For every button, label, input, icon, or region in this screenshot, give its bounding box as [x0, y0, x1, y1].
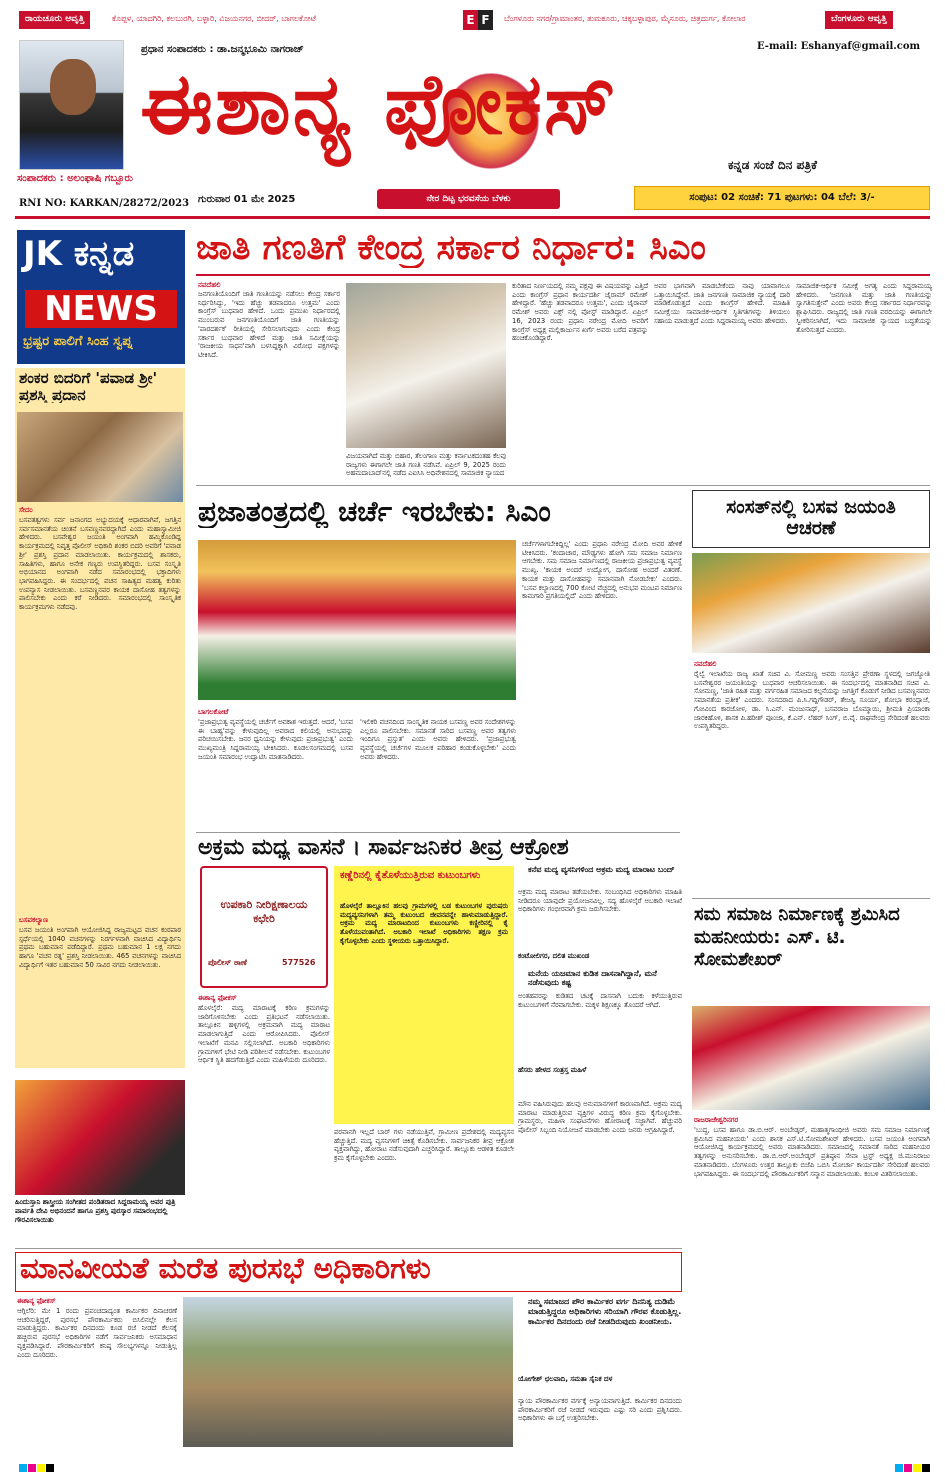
story3-col2: 'ಇಲಿಕರಿ ವಚನದಿಂದ ಸಾಂಸ್ಕೃತಿಕ ನಾಯಕ ಬಸವಣ್ಣ ಅವರ ಸಂದೇಶಗಳನ್ನು ಎಲ್ಲರೂ ಪಾಲಿಸಬೇಕು. ಸಮಾನತೆ ಸಾರಿದ ಬಸವಣ್ಣ ಅವರ ತತ್ವಗಳು ಇಂದಿಗೂ ಪ್ರಸ್ತುತ' ಎಂದು ಅವರು ಹೇಳಿದರು. 'ಪ್ರಜಾಪ್ರಭುತ್ವ ವ್ಯವಸ್ಥೆಯಲ್ಲಿ ಚರ್ಚೆಗಳ ಮೂಲಕ ಪರಿಹಾರ ಕಂಡುಕೊಳ್ಳಬೇಕು' ಎಂದು ಅವರು ಹೇಳಿದರು. [360, 718, 516, 761]
story5-side-body2: ಅಂತಹವರನ್ನು ಕುಡಿತದ ಚಟಕ್ಕೆ ದಾಸನಾಗಿ ಬದುಕು ಕಳೆಯುತ್ತಿರುವ ಕುಟುಂಬಗಳಿಗೆ ನೆರವಾಗಬೇಕು. ಮಕ್ಕಳ ಶಿಕ್ಷಣಕ್ಕೂ ತೊಂದರೆ ಆಗಿದೆ. [518, 992, 682, 1009]
story5-side-author2: ಹೆಸರು ಹೇಳದ ಸಂತ್ರಸ್ತ ಮಹಿಳೆ [518, 1066, 587, 1074]
excise-sign-text: ಉಪಕಾರಿ ನೀರಿಕ್ಷಣಾಲಯ ಕಛೇರಿ [220, 898, 308, 925]
story2-body: ಬಸವತತ್ವಗಳು ಸರ್ವ ಜನಾಂಗದ ಅಭ್ಯುದಯಕ್ಕೆ ಆಧಾರವಾಗಿವೆ, ಜಗತ್ತಿನ ಸರ್ವಸಮಾನತೆಯ ಚಿಂತನೆ ಬಸವಣ್ಣನವರದ್ದಾಗಿದೆ ಎಂದು ಮಹಾಸ್ವಾಮೀಜಿ ಹೇಳಿದರು. ಬಸವೇಶ್ವರ ಜಯಂತಿ ಅಂಗವಾಗಿ ಹಮ್ಮಿಕೊಂಡಿದ್ದ ಕಾರ್ಯಕ್ರಮದಲ್ಲಿ ನಿವೃತ್ತ ಪೊಲೀಸ್ ಅಧಿಕಾರಿ ಶಂಕರ ಬಿದರಿ ಅವರಿಗೆ 'ಪವಾಡ ಶ್ರೀ' ಪ್ರಶಸ್ತಿ ಪ್ರದಾನ ಮಾಡಲಾಯಿತು. ಕಾರ್ಯಕ್ರಮದಲ್ಲಿ ಶಾಸಕರು, ಸಾಹಿತಿಗಳು, ಹಾಗೂ ಅನೇಕ ಗಣ್ಯರು ಉಪಸ್ಥಿತರಿದ್ದರು. ಬಸವ ಸಂಸ್ಕೃತಿ ಅಭಿಯಾನದ ಅಂಗವಾಗಿ ನಡೆದ ಸಮಾರಂಭದಲ್ಲಿ ಭಕ್ತಾದಿಗಳು ಭಾಗವಹಿಸಿದ್ದರು. ಈ ಸಂದರ್ಭದಲ್ಲಿ ವಚನ ಸಾಹಿತ್ಯದ ಮಹತ್ವ ಕುರಿತು ಉಪನ್ಯಾಸ ನೀಡಲಾಯಿತು. ಬಸವಣ್ಣನವರ ಕಾಯಕ ದಾಸೋಹ ತತ್ವಗಳನ್ನು ಪಾಲಿಸಬೇಕು ಎಂದು ಕರೆ ನೀಡಿದರು. ಸಮಾರಂಭದಲ್ಲಿ ಸಾಂಸ್ಕೃತಿಕ ಕಾರ್ಯಕ್ರಮಗಳು ನಡೆದವು. [19, 516, 181, 612]
story7-kicker: ಈಶಾನ್ಯ ಫೋಕಸ್ [17, 1297, 56, 1305]
story3-headline: ಪ್ರಜಾತಂತ್ರದಲ್ಲಿ ಚರ್ಚೆ ಇರಬೇಕು: ಸಿಎಂ [198, 497, 551, 528]
story6-headline: ಸಮ ಸಮಾಜ ನಿರ್ಮಾಣಕ್ಕೆ ಶ್ರಮಿಸಿದ ಮಹನೀಯರು: ಎಸ್. ಟಿ. ಸೋಮಶೇಖರ್ [694, 904, 900, 970]
story6-body: 'ಬುದ್ಧ, ಬಸವ ಹಾಗೂ ಡಾ.ಬಿ.ಆರ್. ಅಂಬೇಡ್ಕರ್, ಮಹಾತ್ಮಗಾಂಧೀಜಿ ಅವರು ಸಮ ಸಮಾಜ ನಿರ್ಮಾಣಕ್ಕೆ ಶ್ರಮಿಸಿದ ಮಹನೀಯರು' ಎಂದು ಶಾಸಕ ಎಸ್.ಟಿ.ಸೋಮಶೇಖರ್ ಹೇಳಿದರು. ಬಸವ ಜಯಂತಿ ಅಂಗವಾಗಿ ಆಯೋಜಿಸಿದ್ದ ಕಾರ್ಯಕ್ರಮದಲ್ಲಿ ಅವರು ಮಾತನಾಡಿದರು. ಸಮಾಜದಲ್ಲಿ ಸಮಾನತೆ ಸಾರಿದ ಮಹನೀಯರ ತತ್ವಗಳನ್ನು ಅನುಸರಿಸಬೇಕು. ಡಾ.ಬಿ.ಆರ್.ಅಂಬೇಡ್ಕರ್ ಪ್ರತಿಷ್ಠಾನ ಸೇವಾ ಟ್ರಸ್ಟ್ ಅಧ್ಯಕ್ಷ ಜಿ.ಮುನಿರಾಜು ಮಾತನಾಡಿದರು. ಬೆಂಗಳೂರು ಉತ್ತರ ತಾಲ್ಲೂಕು ಬಿಜೆಪಿ ಒಬಿಸಿ ಮೋರ್ಚಾ ಕಾರ್ಯದರ್ಶಿ ಸೇರಿದಂತೆ ಹಲವರು ಭಾಗವಹಿಸಿದ್ದರು. ಈ ಸಂದರ್ಭದಲ್ಲಿ ಪೌರಕಾರ್ಮಿಕರಿಗೆ ಸನ್ಮಾನ ಮಾಡಲಾಯಿತು. ಕಂಬಳಿ ವಿತರಿಸಲಾಯಿತು. [694, 1126, 930, 1178]
story2-kicker2: ಬಸವಕಲ್ಯಾಣ [19, 916, 49, 924]
story7-quote-author: ಯೋಗೇಶ್ ಛಲವಾದಿ, ಸಮತಾ ಸೈನಿಕ ದಳ [518, 1375, 613, 1383]
story7-body: ಆಗ್ಗಿಲೆರಿ: ಮೇ 1 ರಂದು ಪ್ರಪಂಚದಾದ್ಯಂತ ಕಾರ್ಮಿಕರ ದಿನಾಚರಣೆ ಆಚರಿಸುತ್ತಿದ್ದರೆ, ಪುರಸಭೆ ಪೌರಕಾರ್ಮಿಕರು ಬಿಸಿಲಿನಲ್ಲೇ ಕೆಲಸ ಮಾಡುತ್ತಿದ್ದರು. ಕಾರ್ಮಿಕರ ದಿನದಂದು ಕೂಡ ರಜೆ ನೀಡದೆ ಕೆಲಸಕ್ಕೆ ಹಚ್ಚಿರುವ ಪುರಸಭೆ ಅಧಿಕಾರಿಗಳ ನಡೆಗೆ ಸಾರ್ವಜನಿಕರು ಅಸಮಾಧಾನ ವ್ಯಕ್ತಪಡಿಸಿದ್ದಾರೆ. ಪೌರಕಾರ್ಮಿಕರಿಗೆ ಕನಿಷ್ಠ ಸೌಲಭ್ಯಗಳನ್ನೂ ನೀಡುತ್ತಿಲ್ಲ ಎಂದು ದೂರಿದರು. [17, 1307, 177, 1359]
story5-bottom: ಮೌನ ವಹಿಸಿರುವುದು ಹಲವು ಅನುಮಾನಗಳಿಗೆ ಕಾರಣವಾಗಿದೆ. ಅಕ್ರಮ ಮದ್ಯ ಮಾರಾಟ ಮಾಡುತ್ತಿರುವ ವ್ಯಕ್ತಿಗಳ ವಿರುದ್ಧ ಕಠಿಣ ಕ್ರಮ ಕೈಗೊಳ್ಳಬೇಕು. ಗ್ರಾಮಸ್ಥರು, ಮಹಿಳಾ ಸಂಘಟನೆಗಳು ಹೋರಾಟಕ್ಕೆ ಸಜ್ಜಾಗಿವೆ. ಹೆಚ್ಚುವರಿ ಪೊಲೀಸ್ ಸಿಬ್ಬಂದಿ ನಿಯೋಜನೆ ಮಾಡಬೇಕು ಎಂದು ಜನರು ಆಗ್ರಹಿಸಿದ್ದಾರೆ. [518, 1100, 682, 1135]
story1-col5: ಸಾಮಾಜಿಕ-ಆರ್ಥಿಕ ಸಮೀಕ್ಷೆ ಅಗತ್ಯ ಎಂದು ಸಿದ್ದರಾಮಯ್ಯ ಹೇಳಿದರು. 'ಜನಗಣತಿ ಮತ್ತು ಜಾತಿ ಗಣತಿಯನ್ನು ಸ್ವಾಗತಿಸುತ್ತೇನೆ' ಎಂದು ಅವರು ಕೇಂದ್ರ ಸರ್ಕಾರದ ನಿರ್ಧಾರವನ್ನು ಶ್ಲಾಘಿಸಿದರು. ರಾಜ್ಯದಲ್ಲಿ ಜಾತಿ ಗಣತಿ ವರದಿಯನ್ನು ಈಗಾಗಲೇ ಸ್ವೀಕರಿಸಲಾಗಿದೆ, ಇದು ಸಾಮಾಜಿಕ ನ್ಯಾಯದ ಬದ್ಧತೆಯನ್ನು ತೋರಿಸುತ್ತದೆ ಎಂದರು. [796, 282, 932, 334]
story4-box [692, 490, 930, 548]
cmyk-marks-right [895, 1464, 930, 1472]
slogan-badge: ನೇರ ದಿಟ್ಟ ಭರವಸೆಯ ಬೆಳಕು [377, 189, 560, 209]
edition-left: ರಾಯಚೂರು ಆವೃತ್ತಿ [19, 11, 90, 29]
story1-col4: ಅವರ ಭಾಗವಾಗಿ ಮಾಡಬೇಕೆಂದು ನಾವು ಯಾವಾಗಲೂ ಒತ್ತಾಯಿಸಿದ್ದೇವೆ. ಜಾತಿ ಜನಗಣತಿ ಸಾಮಾಜಿಕ ನ್ಯಾಯಕ್ಕೆ ದಾರಿ ಮಾಡಿಕೊಡುತ್ತದೆ ಎಂದು ಕಾಂಗ್ರೆಸ್ ಹೇಳಿದೆ. ಮಾಹಿತಿ ಸಮೀಕ್ಷೆಯು ಸಾಮಾಜಿಕ-ಆರ್ಥಿಕ ಸ್ಥಿತಿಗತಿಗಳನ್ನು ತಿಳಿಯಲು ಸಹಾಯ ಮಾಡುತ್ತದೆ ಎಂದು ಸಿದ್ದರಾಮಯ್ಯ ಅವರು ಹೇಳಿದರು. [654, 282, 790, 325]
story3-photo [198, 540, 516, 700]
story5-headline: ಅಕ್ರಮ ಮಧ್ಯ ವಾಸನೆ । ಸಾರ್ವಜನಿಕರ ತೀವ್ರ ಆಕ್ರೋಶ [198, 836, 569, 860]
email-address: E-mail: Eshanyaf@gmail.com [757, 41, 921, 52]
story3-kicker: ಬಾಗಲಕೋಟೆ [198, 708, 229, 716]
masthead-rule [15, 216, 930, 219]
excise-sign-code: 577526 [282, 958, 316, 967]
story6-kicker: ರಾಜರಾಜೇಶ್ವರಿನಗರ [694, 1116, 739, 1124]
divider-3 [692, 898, 930, 899]
ef-logo-f: F [478, 10, 493, 30]
jk-news-ad [17, 230, 185, 364]
story1-col3: ಕುರಿತಾದ ನಿರ್ಣಯದಲ್ಲಿ ನಮ್ಮ ಪಕ್ಷವು ಈ ವಿಷಯವನ್ನು ಎತ್ತಿದೆ ಎಂದು ಕಾಂಗ್ರೆಸ್ ಪ್ರಧಾನ ಕಾರ್ಯದರ್ಶಿ ಜೈರಾಮ್ ರಮೇಶ್ ಹೇಳಿದ್ದಾರೆ. 'ಹೆಚ್ಚು ತಡವಾದರೂ ಉತ್ತಮ', ಎಂದು ಜೈರಾಮ್ ರಮೇಶ್ ಅವರು ಎಕ್ಸ್ ನಲ್ಲಿ ಪೋಸ್ಟ್ ಮಾಡಿದ್ದಾರೆ. ಏಪ್ರಿಲ್ 16, 2023 ರಂದು ಪ್ರಧಾನಿ ನರೇಂದ್ರ ಮೋದಿ ಅವರಿಗೆ ಕಾಂಗ್ರೆಸ್ ಅಧ್ಯಕ್ಷ ಮಲ್ಲಿಕಾರ್ಜುನ ಖರ್ಗೆ ಅವರು ಬರೆದ ಪತ್ರವನ್ನು ಹಂಚಿಕೊಂಡಿದ್ದಾರೆ. [512, 282, 648, 343]
story5-sidebar [518, 866, 682, 1096]
story4-photo [692, 553, 930, 653]
divider-1 [196, 485, 930, 486]
story2-kicker: ಸೇದಂ [19, 506, 33, 514]
story5-side-body: ಅಕ್ರಮ ಮದ್ಯ ಮಾರಾಟ ತಡೆಯಬೇಕು. ಸಂಬಂಧಿಸಿದ ಅಧಿಕಾರಿಗಳು ಮಾಹಿತಿ ನೀಡಿದರೂ ಯಾವುದೇ ಪ್ರಯೋಜನವಿಲ್ಲ. ಸದ್ಯ ಹೊಳಲ್ಕೆರೆ ಅಬಕಾರಿ ಇಲಾಖೆ ಅಧಿಕಾರಿಗಳು ಗಂಭೀರವಾಗಿ ಕ್ರಮ ಜರುಗಿಸಬೇಕು. [518, 888, 682, 914]
singer-photo [15, 1080, 185, 1195]
sidebar-story [15, 368, 185, 1068]
cmyk-marks-left [19, 1464, 54, 1472]
story7-quote-title: ನಮ್ಮ ಸಮಾಜದ ಪೌರ ಕಾರ್ಮಿಕರ ವರ್ಗ ದಿನನಿತ್ಯ ದುಡಿಮೆ ಮಾಡುತ್ತಿದ್ದರೂ ಅಧಿಕಾರಿಗಳು ಸರಿಯಾಗಿ ಗೌರವ ಕೊಡುತ್ತಿಲ್ಲ. ಕಾರ್ಮಿಕರ ದಿನದಂದು ರಜೆ ನೀಡದಿರುವುದು ಖಂಡನೀಯ. [528, 1297, 682, 1326]
story1-col1: ಜನಗಣತಿಯೊಂದಿಗೆ ಜಾತಿ ಗಣತಿಯನ್ನು ನಡೆಸಲು ಕೇಂದ್ರ ಸರ್ಕಾರ ನಿರ್ಧರಿಸಿದ್ದು, 'ಇದು ಹೆಚ್ಚು ತಡವಾದರೂ ಉತ್ತಮ' ಎಂದು ಕಾಂಗ್ರೆಸ್ ಬುಧವಾರ ಹೇಳಿದೆ. ಒಂದು ಪ್ರಮುಖ ನಿರ್ಧಾರದಲ್ಲಿ ಮುಂಬರುವ ಜನಗಣತಿಯೊಂದಿಗೆ ಜಾತಿ ಗಣತಿಯನ್ನು 'ಪಾರದರ್ಶಕ' ರೀತಿಯಲ್ಲಿ ಸೇರಿಸಲಾಗುವುದು ಎಂದು ಕೇಂದ್ರ ಸರ್ಕಾರ ಬುಧವಾರ ಹೇಳಿದೆ ಮತ್ತು ಜಾತಿ ಸಮೀಕ್ಷೆಯನ್ನು 'ರಾಜಕೀಯ ಸಾಧನ'ವಾಗಿ ಬಳಸಿದ್ದಕ್ಕಾಗಿ ವಿರೋಧ ಪಕ್ಷಗಳನ್ನು ಟೀಕಿಸಿದೆ. [198, 290, 340, 359]
story5-quote-title: ಕಣ್ಣೆರಿನಲ್ಲಿ ಕೈತೊಳೆಯುತ್ತಿರುವ ಕುಟುಂಬಗಳು [340, 870, 481, 881]
top-bar [0, 0, 945, 30]
story7-headline: ಮಾನವೀಯತೆ ಮರೆತ ಪುರಸಭೆ ಅಧಿಕಾರಿಗಳು [15, 1252, 682, 1292]
story5-kicker: ಈಶಾನ್ಯ ಫೋಕಸ್ [198, 994, 237, 1002]
divider-2 [196, 832, 680, 833]
issue-date: ಗುರುವಾರ 01 ಮೇ 2025 [198, 194, 296, 205]
story5-quote-box [334, 866, 514, 1124]
story5-side-author: ಕಂಟೋಲಿಗರ, ದಲಿತ ಮುಖಂಡ [518, 952, 590, 960]
masthead-title: ಈಶಾನ್ಯ ಫೋಕಸ್ [140, 55, 618, 153]
story7-photo [183, 1297, 513, 1447]
story1-rule [196, 274, 930, 276]
volume-info: ಸಂಪುಟ: 02 ಸಂಚಿಕೆ: 71 ಪುಟಗಳು: 04 ಬೆಲೆ: 3/- [634, 186, 930, 210]
story4-body: ರೈಲ್ವೆ ಇಲಾಖೆಯ ರಾಜ್ಯ ಖಾತೆ ಸಚಿವ ವಿ. ಸೋಮಣ್ಣ ಅವರು ಸಂಸತ್ತಿನ ಪ್ರೇರಣಾ ಸ್ಥಳದಲ್ಲಿ ಜಗಜ್ಯೋತಿ ಬಸವೇಶ್ವರರ ಜಯಂತಿಯನ್ನು ಬುಧವಾರ ಆಚರಿಸಲಾಯಿತು. ಈ ಸಂದರ್ಭದಲ್ಲಿ ಮಾತನಾಡಿದ ಸಚಿವ ವಿ. ಸೋಮಣ್ಣ, 'ಜಾತಿ ರಹಿತ ಮತ್ತು ವರ್ಗರಹಿತ ಸಮಾಜದ ಕಲ್ಪನೆಯನ್ನು ಜಗತ್ತಿಗೆ ಕೊಡುಗೆ ನೀಡಿದ ಬಸವಣ್ಣನವರು ಸಮಾನತೆಯ ಪ್ರತೀಕ' ಎಂದರು. ಸಂಸದರಾದ ಪಿ.ಸಿ.ಗದ್ದಿಗೌಡರ್, ತೇಜಸ್ವಿ ಸೂರ್ಯ, ಶೋಭಾ ಕರಂದ್ಲಾಜೆ, ಗೋವಿಂದ ಕಾರಜೋಳ, ಡಾ. ಸಿ.ಎನ್. ಮಂಜುನಾಥ್, ಬಸವರಾಜ ಬೊಮ್ಮಾಯಿ, ಶ್ರೀಮತಿ ಪ್ರಿಯಾಂಕಾ ಜಾರಕಿಹೊಳಿ, ಶಾಸಕ ಪಿ.ಹರೀಶ್ ಪೂಂಜಾ, ಕೆ.ಎನ್. ಲೆಹರ್ ಸಿಂಗ್, ಬಿ.ವೈ. ರಾಘವೇಂದ್ರ ಸೇರಿದಂತೆ ಹಲವರು ಉಪಸ್ಥಿತರಿದ್ದರು. [694, 670, 930, 731]
story1-headline: ಜಾತಿ ಗಣತಿಗೆ ಕೇಂದ್ರ ಸರ್ಕಾರ ನಿರ್ಧಾರ: ಸಿಎಂ [196, 229, 706, 268]
story1-photo [346, 283, 506, 448]
excise-sign-sub: ಪೊಲೀಸ್ ಠಾಣೆ [208, 958, 247, 967]
story5-col1: ಹೊಳಲ್ಕೆರೆ: ಮದ್ಯ ಮಾರಾಟಕ್ಕೆ ಕಠಿಣ ಕ್ರಮಗಳನ್ನು ಜಾರಿಗೊಳಿಸಬೇಕು ಎಂದು ಪ್ರತಿಭಟನೆ ನಡೆಸಲಾಯಿತು. ತಾಲ್ಲೂಕಿನ ಹಳ್ಳಿಗಳಲ್ಲಿ ಅಕ್ರಮವಾಗಿ ಮದ್ಯ ಮಾರಾಟ ಮಾಡಲಾಗುತ್ತಿದೆ ಎಂದು ಆರೋಪಿಸಿದರು. ಪೊಲೀಸ್ ಇಲಾಖೆಗೆ ಮನವಿ ಸಲ್ಲಿಸಲಾಗಿದೆ. ಅಬಕಾರಿ ಅಧಿಕಾರಿಗಳು ಗ್ರಾಮಗಳಿಗೆ ಭೇಟಿ ನೀಡಿ ಪರಿಶೀಲನೆ ನಡೆಸಬೇಕು. ಕುಟುಂಬಗಳ ಆರ್ಥಿಕ ಸ್ಥಿತಿ ಹದಗೆಡುತ್ತಿದೆ ಎಂದು ಮಹಿಳೆಯರು ದೂರಿದರು. [198, 1004, 330, 1065]
regions-left: ಕೊಪ್ಪಳ, ಯಾದಗಿರಿ, ಕಲಬುರಗಿ, ಬಳ್ಳಾರಿ, ವಿಜಯನಗರ, ಬೀದರ್, ಬಾಗಲಕೋಟೆ [112, 14, 316, 23]
story1-col2: ವಿಜಯವಾಗಿದೆ ಮತ್ತು ಬಿಹಾರ, ತೆಲಂಗಾಣ ಮತ್ತು ಕರ್ನಾಟಕದಂತಹ ಕೆಲವು ರಾಜ್ಯಗಳು ಈಗಾಗಲೇ ಜಾತಿ ಗಣತಿ ನಡೆಸಿವೆ. ಏಪ್ರಿಲ್ 9, 2025 ರಂದು ಅಹಮದಾಬಾದ್‌ನಲ್ಲಿ ನಡೆದ ಎಐಸಿಸಿ ಅಧಿವೇಶನದಲ್ಲಿ ಸಾಮಾಜಿಕ ನ್ಯಾಯದ [346, 452, 506, 478]
edition-right: ಬೆಂಗಳೂರು ಆವೃತ್ತಿ [825, 11, 893, 29]
story6-photo [692, 1006, 930, 1110]
jk-line2: NEWS [25, 290, 177, 328]
chief-editor: ಪ್ರಧಾನ ಸಂಪಾದಕರು : ಡಾ.ಜನ್ಮಭೂಮಿ ನಾಗರಾಜ್ [141, 44, 304, 55]
story5-col2: ಪರವಾನಗಿ ಇಲ್ಲದೆ ಬಾರ್ ಗಳು ನಡೆಯುತ್ತಿವೆ, ಗ್ರಾಮೀಣ ಪ್ರದೇಶದಲ್ಲಿ ಮದ್ಯವ್ಯಸನ ಹೆಚ್ಚುತ್ತಿದೆ. ಮದ್ಯ ವ್ಯಸನಿಗಳಿಗೆ ಚಿಕಿತ್ಸೆ ಕೊಡಿಸಬೇಕು. ಸಾರ್ವಜನಿಕರ ತೀವ್ರ ಆಕ್ರೋಶ ವ್ಯಕ್ತವಾಗಿದ್ದು, ಹೋರಾಟ ನಡೆಸುವುದಾಗಿ ಎಚ್ಚರಿಸಿದ್ದಾರೆ. ತಾಲ್ಲೂಕು ಆಡಳಿತ ಕೂಡಲೇ ಕ್ರಮ ಕೈಗೊಳ್ಳಬೇಕು ಎಂದರು. [334, 1128, 514, 1163]
story5-side-title2: ಮನೆಯ ಯಜಮಾನ ಕುಡಿತ ದಾಸನಾಗಿದ್ದಾನೆ, ಮನೆ ನಡೆಸುವುದು ಕಷ್ಟ [528, 970, 657, 987]
story2-headline: ಶಂಕರ ಬಿದರಿಗೆ 'ಪವಾಡ ಶ್ರೀ' ಪ್ರಶಸ್ತಿ ಪ್ರದಾನ [19, 370, 158, 403]
story3-col1: 'ಪ್ರಜಾಪ್ರಭುತ್ವ ವ್ಯವಸ್ಥೆಯಲ್ಲಿ ಚರ್ಚೆಗೆ ಅವಕಾಶ ಇರುತ್ತದೆ. ಆದರೆ, 'ಬಸವ ಈ ಬಾಹ್ಯ'ವನ್ನು ಕೇಳುವುದಿಲ್ಲ ಅವರಾದ ಕಲಿಯಲ್ಲಿ ಅನುಭವನ್ನು ಪರಿಚಯಿಸಬೇಕು. ಜನರ ಧ್ವನಿಯನ್ನು ಕೇಳುವುದು ಪ್ರಜಾಪ್ರಭುತ್ವ' ಎಂದು ಮುಖ್ಯಮಂತ್ರಿ ಸಿದ್ದರಾಮಯ್ಯ ಟೀಕಿಸಿದರು. ಕೂಡಲಸಂಗಮದಲ್ಲಿ ಬಸವ ಜಯಂತಿ ಸಮಾರಂಭ ಉದ್ಘಾಟಿಸಿ ಮಾತನಾಡಿದರು. [198, 718, 353, 761]
story4-kicker: ನವದೆಹಲಿ [694, 660, 717, 668]
divider-4 [15, 1248, 682, 1249]
story4-headline: ಸಂಸತ್‌ನಲ್ಲಿ ಬಸವ ಜಯಂತಿ ಆಚರಣೆ [726, 497, 896, 539]
singer-caption: ಹಿಂದುಸ್ತಾನಿ ಶಾಸ್ತ್ರೀಯ ಸಂಗೀತದ ಪಂಡಿತರಾದ ಸಿದ್ದರಾಮಯ್ಯ ಅವರ ಪುತ್ರಿ ಪಾರ್ವತಿ ದೇವಿ ಅಭಿನಂದನೆ ಹಾಗೂ ಪ್ರಶಸ್ತಿ ಪುರಸ್ಕಾರ ಸಮಾರಂಭದಲ್ಲಿ ಗೌರವಿಸಲಾಯಿತು [15, 1198, 176, 1224]
story7-quote [518, 1297, 682, 1447]
story1-kicker: ನವದೆಹಲಿ [198, 281, 221, 289]
ef-logo [463, 10, 493, 30]
excise-sign [200, 866, 328, 988]
story7-right: ನ್ಯಾಯ ಪೌರಕಾರ್ಮಿಕರ ವರ್ಗಕ್ಕೆ ಅನ್ಯಾಯವಾಗುತ್ತಿದೆ. ಕಾರ್ಮಿಕರ ದಿನದಂದು ಪೌರಕಾರ್ಮಿಕರಿಗೆ ರಜೆ ನೀಡದೆ ಇರುವುದು ಎಷ್ಟು ಸರಿ ಎಂದು ಪ್ರಶ್ನಿಸಿದರು. ಅಧಿಕಾರಿಗಳು ಈ ಬಗ್ಗೆ ಉತ್ತರಿಸಬೇಕು. [518, 1397, 682, 1423]
jk-line1: JK ಕನ್ನಡ [23, 234, 135, 274]
rni-number: RNI NO: KARKAN/28272/2023 [19, 198, 190, 209]
story5-side-title: ಕನೆವ ಮದ್ಯ ವ್ಯಸನಿಗಳಿಂದ ಅಕ್ರಮ ಮದ್ಯ ಮಾರಾಟ ಬಂದ್ [528, 866, 675, 874]
story3-col3: ಚರ್ಚೆಗಳಾಗಬೇಕಿದ್ದಿಲ್ಲ' ಎಂದು ಪ್ರಧಾನಿ ನರೇಂದ್ರ ಮೋದಿ ಅವರ ಹೇಳಿಕೆ ಟೀಕಿಸಿದರು. 'ಕಂದಾಚಾರ, ಮೌಢ್ಯಗಳು ಹೋಗಿ ಸಮ ಸಮಾಜ ನಿರ್ಮಾಣ ಆಗಬೇಕು. ಸಮ ಸಮಾಜ ನಿರ್ಮಾಣದಲ್ಲಿ ರಾಜಕೀಯ ಪ್ರಜಾಪ್ರಭುತ್ವ ವ್ಯವಸ್ಥೆ ಮುಖ್ಯ. 'ಕಾಯಕ ಅಂದರೆ ಉದ್ಯೋಗ, ದಾಸೋಹ ಅಂದರೆ ವಿತರಣೆ. ಕಾಯಕ ಮತ್ತು ದಾಸೋಹವನ್ನು ಸಮಾನವಾಗಿ ನೋಡಬೇಕು' ಎಂದರು. 'ಬಸವ ಕಲ್ಯಾಣದಲ್ಲಿ 700 ಕೋಟಿ ವೆಚ್ಚದಲ್ಲಿ ಅನುಭವ ಮಂಟಪ ನಿರ್ಮಾಣ ಕಾಮಗಾರಿ ಪ್ರಗತಿಯಲ್ಲಿದೆ' ಎಂದು ಹೇಳಿದರು. [522, 540, 682, 601]
ef-logo-e: E [463, 10, 478, 30]
regions-right: ಬೆಂಗಳೂರು ನಗರ/ಗ್ರಾಮಾಂತರ, ತುಮಕೂರು, ಚಿಕ್ಕಬಳ್ಳಾಪುರ, ಮೈಸೂರು, ಚಿತ್ರದುರ್ಗ, ಕೋಲಾರ [504, 14, 746, 23]
editor-face [50, 59, 96, 115]
story5-quote-body: ಹೊಳಲ್ಕೆರೆ ತಾಲ್ಲೂಕಿನ ಹಲವು ಗ್ರಾಮಗಳಲ್ಲಿ ಬಡ ಕುಟುಂಬಗಳ ಪುರುಷರು ಮದ್ಯವ್ಯಸನಿಗಳಾಗಿ ತಮ್ಮ ಕುಟುಂಬದ ಜೀವನವನ್ನೇ ಹಾಳುಮಾಡುತ್ತಿದ್ದಾರೆ. ಅಕ್ರಮ ಮದ್ಯ ಮಾರಾಟದಿಂದ ಕುಟುಂಬಗಳು ಕಣ್ಣೀರಿನಲ್ಲಿ ಕೈ ತೊಳೆಯುವಂತಾಗಿದೆ. ಅಬಕಾರಿ ಇಲಾಖೆ ಅಧಿಕಾರಿಗಳು ತಕ್ಷಣ ಕ್ರಮ ಕೈಗೊಳ್ಳಬೇಕು ಎಂದು ಸ್ಥಳೀಯರು ಒತ್ತಾಯಿಸಿದ್ದಾರೆ. [340, 902, 508, 945]
jk-line3: ಭ್ರಷ್ಟರ ಪಾಲಿಗೆ ಸಿಂಹ ಸ್ವಪ್ನ [23, 334, 133, 349]
story2-body2: ಬಸವ ಜಯಂತಿ ಅಂಗವಾಗಿ ಆಯೋಜಿಸಿದ್ದ ರಾಜ್ಯಮಟ್ಟದ ವಚನ ಕಂಠಪಾಠ ಸ್ಪರ್ಧೆಯಲ್ಲಿ 1040 ವಚನಗಳನ್ನು ನಿರರ್ಗಳವಾಗಿ ವಾಚಿಸಿದ ವಿದ್ಯಾರ್ಥಿನಿ ಪ್ರಥಮ ಬಹುಮಾನ ಪಡೆದಿದ್ದಾರೆ. ಪ್ರಥಮ ಬಹುಮಾನ 1 ಲಕ್ಷ ನಗದು ಹಾಗೂ 'ವಚನ ರತ್ನ' ಪ್ರಶಸ್ತಿ ನೀಡಲಾಯಿತು. 465 ವಚನಗಳನ್ನು ವಾಚಿಸಿದ ವಿದ್ಯಾರ್ಥಿಗೆ ಇತರ ಬಹುಮಾನ 50 ಸಾವಿರ ನಗದು ನೀಡಲಾಯಿತು. [19, 926, 181, 969]
editor-photo [19, 40, 124, 170]
editor-credit: ಸಂಪಾದಕರು : ಅಲಂಫಾಷಿ ಗಬ್ಬೂರು [17, 173, 133, 184]
masthead-subtitle: ಕನ್ನಡ ಸಂಜೆ ದಿನ ಪತ್ರಿಕೆ [728, 158, 817, 172]
story2-photo [17, 412, 183, 502]
